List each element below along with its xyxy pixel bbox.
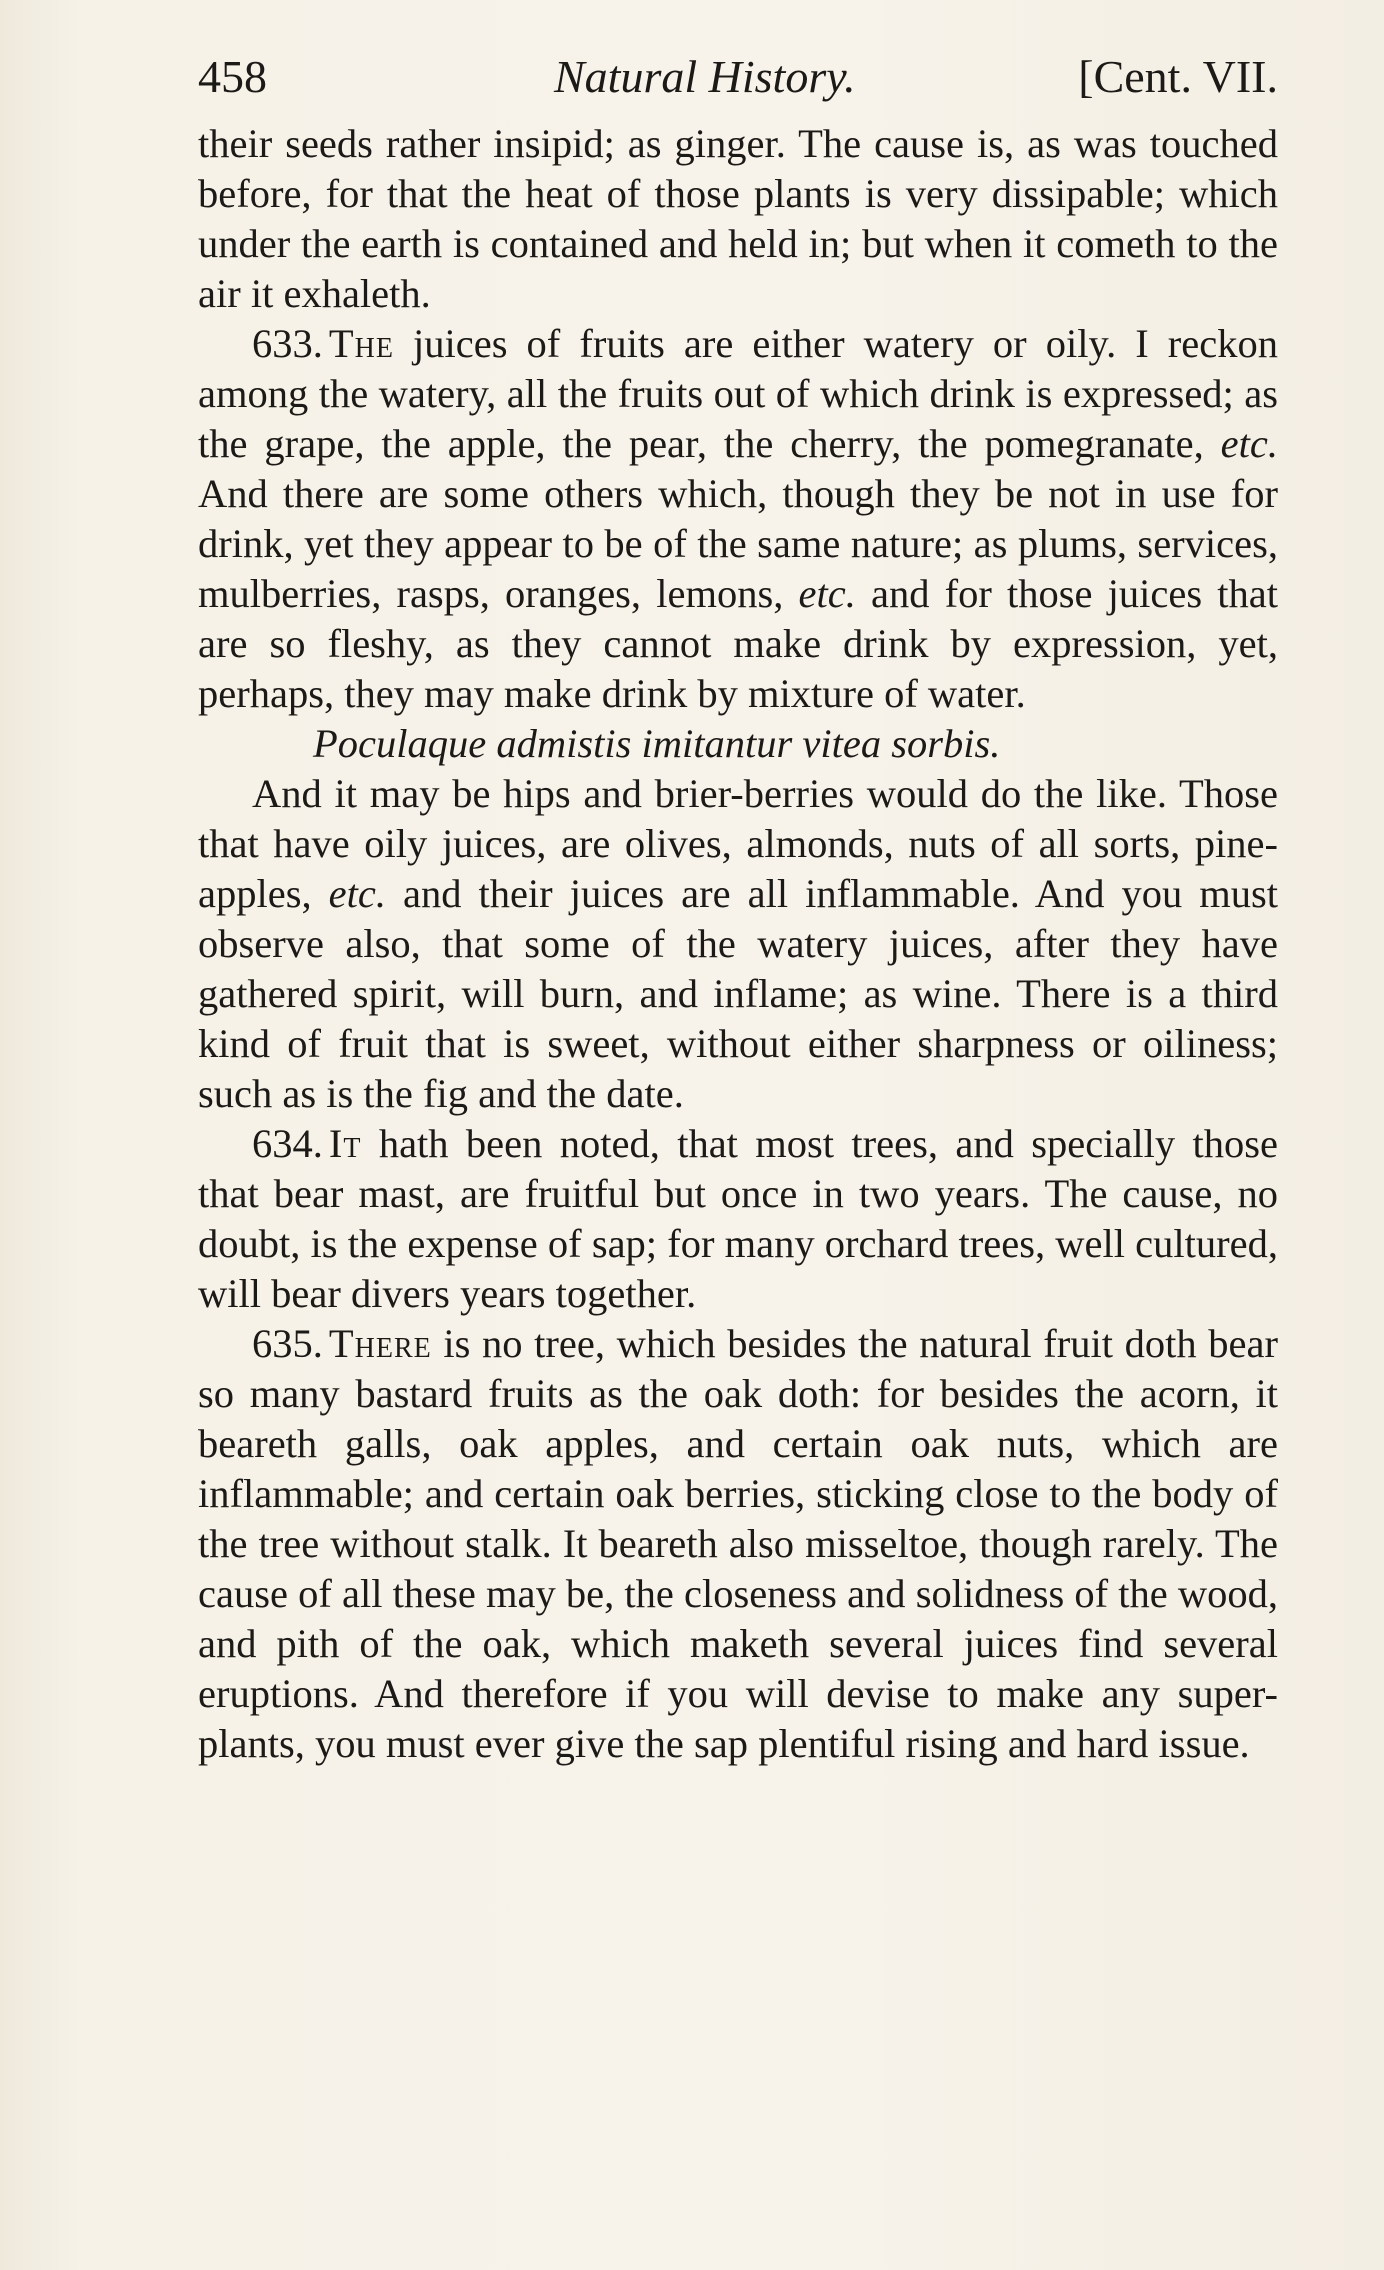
paragraph-text: And it may be hips and brier-berries would do the like. Those that have oily juices, are olives, almonds, nuts of all sorts, pine-apples, [198,771,1278,916]
paragraph-text: is no tree, which besides the natural fruit doth bear so many bastard fruits as the oak doth: for besides the acorn, it beareth galls, oak apples, and certain oak nuts, which are inflammable; and certain oak berries, sticking close to the body of the tree without stalk. It beareth also misseltoe, though rarely. The cause of all these may be, the closeness and solidness of the wood, and pith of the oak, which maketh several juices find several eruptions. And therefore if you will devise to make any super-plants, you must ever give the sap plentiful rising and hard issue. [198,1321,1278,1766]
running-header [198,42,1278,112]
italic-etc: etc. [798,571,856,616]
paragraph-number: 635. [252,1321,323,1366]
paragraph-text: and for those juices that are so fleshy, as they cannot make drink by expression, yet, perhaps, they may make drink by mixture of water. [198,571,1279,716]
paragraph-number: 634. [252,1121,323,1166]
paragraph-635 [198,1319,1278,1769]
paragraph-text: juices of fruits are either watery or oily. I reckon among the watery, all the fruits out of which drink is expressed; as the grape, the apple, the pear, the cherry, the pomegranate, [198,321,1278,466]
lead-word: It [328,1121,362,1166]
italic-etc: etc. [1220,421,1278,466]
paragraph-634 [198,1119,1278,1319]
paragraph-text: And there are some others which, though they be not in use for drink, yet they appear to be of the same nature; as plums, services, mulberries, rasps, oranges, lemons, [198,471,1278,616]
running-title: Natural History. [554,51,856,102]
paragraph-text: their seeds rather insipid; as ginger. The cause is, as was touched before, for that the heat of those plants is very dissipable; which under the earth is contained and held in; but when it cometh to the air it exhaleth. [198,121,1278,316]
lead-word: The [328,321,394,366]
paragraph-text: hath been noted, that most trees, and specially those that bear mast, are fruitful but once in two years. The cause, no doubt, is the expense of sap; for many orchard trees, well cultured, will bear divers years together. [198,1121,1278,1316]
italic-etc: etc. [328,871,386,916]
paragraph-number: 633. [252,321,323,366]
paragraph-633 [198,319,1278,719]
century-label: [Cent. VII. [1078,51,1278,102]
lead-word: There [328,1321,432,1366]
paragraph-continued [198,119,1278,319]
paragraph-text: and their juices are all inflammable. And you must observe also, that some of the watery juices, after they have gathered spirit, will burn, and inflame; as wine. There is a third kind of fruit that is sweet, without either sharpness or oiliness; such as is the fig and the date. [198,871,1278,1116]
body-text [198,119,1278,1769]
paragraph-633-continuation [198,769,1278,1119]
latin-quotation: Poculaque admistis imitantur vitea sorbis. [313,721,1001,766]
page-number: 458 [198,51,267,102]
